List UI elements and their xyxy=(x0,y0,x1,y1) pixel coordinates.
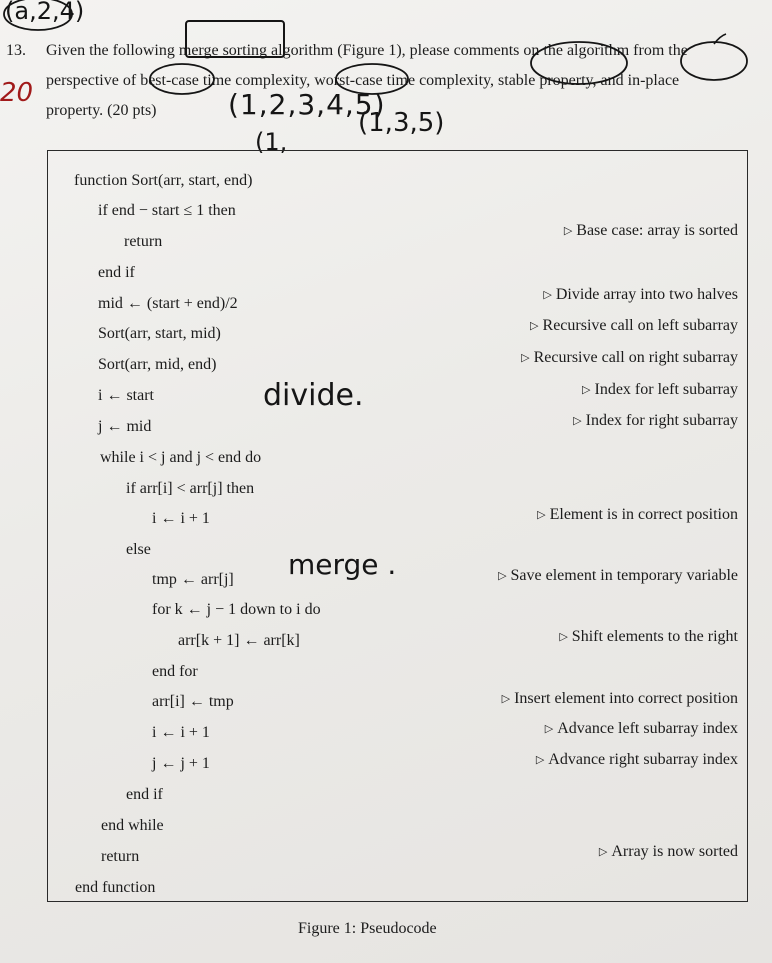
ink-circle-in-place xyxy=(681,42,747,80)
handwritten-array-odd: (1,3,5) xyxy=(358,108,445,138)
term-in-place: in-place xyxy=(627,72,680,89)
term-merge-sorting: merge sorting xyxy=(178,42,268,59)
code-line: Sort(arr, start, mid) xyxy=(98,325,221,342)
question-line-1-part: Given the following xyxy=(46,42,179,59)
comment-text: Shift elements to the right xyxy=(571,628,738,645)
handwritten-array-full: (1,2,3,4,5) xyxy=(228,88,386,121)
comment-text: Element is in correct position xyxy=(549,506,738,523)
code-line: end if xyxy=(126,786,163,803)
code-line: Sort(arr, mid, end) xyxy=(98,356,217,373)
code-line: function Sort(arr, start, end) xyxy=(74,172,253,189)
comment-text: Advance left subarray index xyxy=(557,720,738,737)
code-line: end if xyxy=(98,264,135,281)
comment-text: Index for left subarray xyxy=(594,381,738,398)
figure-caption: Figure 1: Pseudocode xyxy=(298,920,437,937)
comment-triangle-icon: ▷ xyxy=(582,384,591,396)
comment-triangle-icon: ▷ xyxy=(598,846,608,858)
comment-text: Base case: array is sorted xyxy=(576,222,738,239)
question-line-2-part: time complexity, xyxy=(198,72,315,89)
code-line: return xyxy=(124,233,163,250)
comment-text: Recursive call on left subarray xyxy=(542,317,738,334)
code-line: end function xyxy=(75,879,156,896)
code-line: i ← start xyxy=(98,387,154,404)
question-line-2 xyxy=(46,72,679,90)
comment-triangle-icon: ▷ xyxy=(535,754,545,766)
comment-triangle-icon: ▷ xyxy=(563,225,573,237)
term-stable-property: stable property xyxy=(498,72,593,89)
handwritten-array-partial: (1, xyxy=(255,128,288,156)
question-line-2-part: time complexity, xyxy=(382,72,499,89)
code-line: if end − start ≤ 1 then xyxy=(98,202,236,219)
comment-text: Insert element into correct position xyxy=(514,690,738,707)
code-line: i ← i + 1 xyxy=(152,724,210,741)
code-line: j ← j + 1 xyxy=(152,755,210,772)
comment-triangle-icon: ▷ xyxy=(501,693,511,705)
code-comment xyxy=(582,381,738,399)
handwritten-score: 20 xyxy=(0,78,34,108)
code-comment xyxy=(530,317,738,335)
code-line: end while xyxy=(101,817,164,834)
question-number: 13. xyxy=(6,42,26,59)
question-line-2-part: , and xyxy=(592,72,628,89)
code-line: arr[k + 1] ← arr[k] xyxy=(178,632,300,649)
comment-triangle-icon: ▷ xyxy=(521,352,530,364)
code-line: j ← mid xyxy=(98,418,152,435)
code-comment xyxy=(559,628,738,646)
code-comment xyxy=(599,843,738,861)
code-line: if arr[i] < arr[j] then xyxy=(126,480,255,497)
code-comment xyxy=(502,690,738,708)
comment-text: Divide array into two halves xyxy=(555,286,738,303)
comment-triangle-icon: ▷ xyxy=(498,570,507,582)
comment-triangle-icon: ▷ xyxy=(544,723,554,735)
question-line-1 xyxy=(46,42,688,60)
comment-text: Advance right subarray index xyxy=(548,751,738,768)
question-line-3: property. (20 pts) xyxy=(46,102,157,119)
code-line: return xyxy=(101,848,140,865)
code-line: end for xyxy=(152,663,198,680)
code-comment xyxy=(573,412,738,430)
code-line: while i < j and j < end do xyxy=(100,449,262,466)
question-line-2-part: perspective of xyxy=(46,72,141,89)
comment-text: Recursive call on right subarray xyxy=(533,349,738,366)
code-comment xyxy=(498,567,738,585)
code-comment xyxy=(537,506,738,524)
term-worst-case: worst-case xyxy=(314,72,383,89)
term-best-case: best-case xyxy=(140,72,199,89)
code-line: arr[i] ← tmp xyxy=(152,693,234,710)
comment-text: Save element in temporary variable xyxy=(510,567,738,584)
code-comment xyxy=(536,751,738,769)
handwritten-label-a24: (a,2,4) xyxy=(5,0,85,25)
code-comment xyxy=(564,222,738,240)
code-line: tmp ← arr[j] xyxy=(152,571,234,588)
comment-triangle-icon: ▷ xyxy=(543,289,552,301)
handwritten-note-divide: divide. xyxy=(263,378,364,413)
comment-text: Index for right subarray xyxy=(585,412,738,429)
handwritten-note-merge: merge . xyxy=(288,548,397,581)
code-comment xyxy=(545,720,738,738)
comment-triangle-icon: ▷ xyxy=(559,631,568,643)
comment-triangle-icon: ▷ xyxy=(573,415,582,427)
code-line: i ← i + 1 xyxy=(152,510,210,527)
comment-triangle-icon: ▷ xyxy=(537,509,546,521)
comment-triangle-icon: ▷ xyxy=(530,320,539,332)
question-line-1-part: algorithm (Figure 1), please comments on the algorithm from the xyxy=(267,42,688,59)
code-comment xyxy=(521,349,738,367)
code-line: mid ← (start + end)/2 xyxy=(98,295,238,312)
comment-text: Array is now sorted xyxy=(611,843,738,860)
ink-stroke xyxy=(714,34,726,44)
code-line: else xyxy=(126,541,151,558)
code-comment xyxy=(543,286,738,304)
code-line: for k ← j − 1 down to i do xyxy=(152,601,321,618)
